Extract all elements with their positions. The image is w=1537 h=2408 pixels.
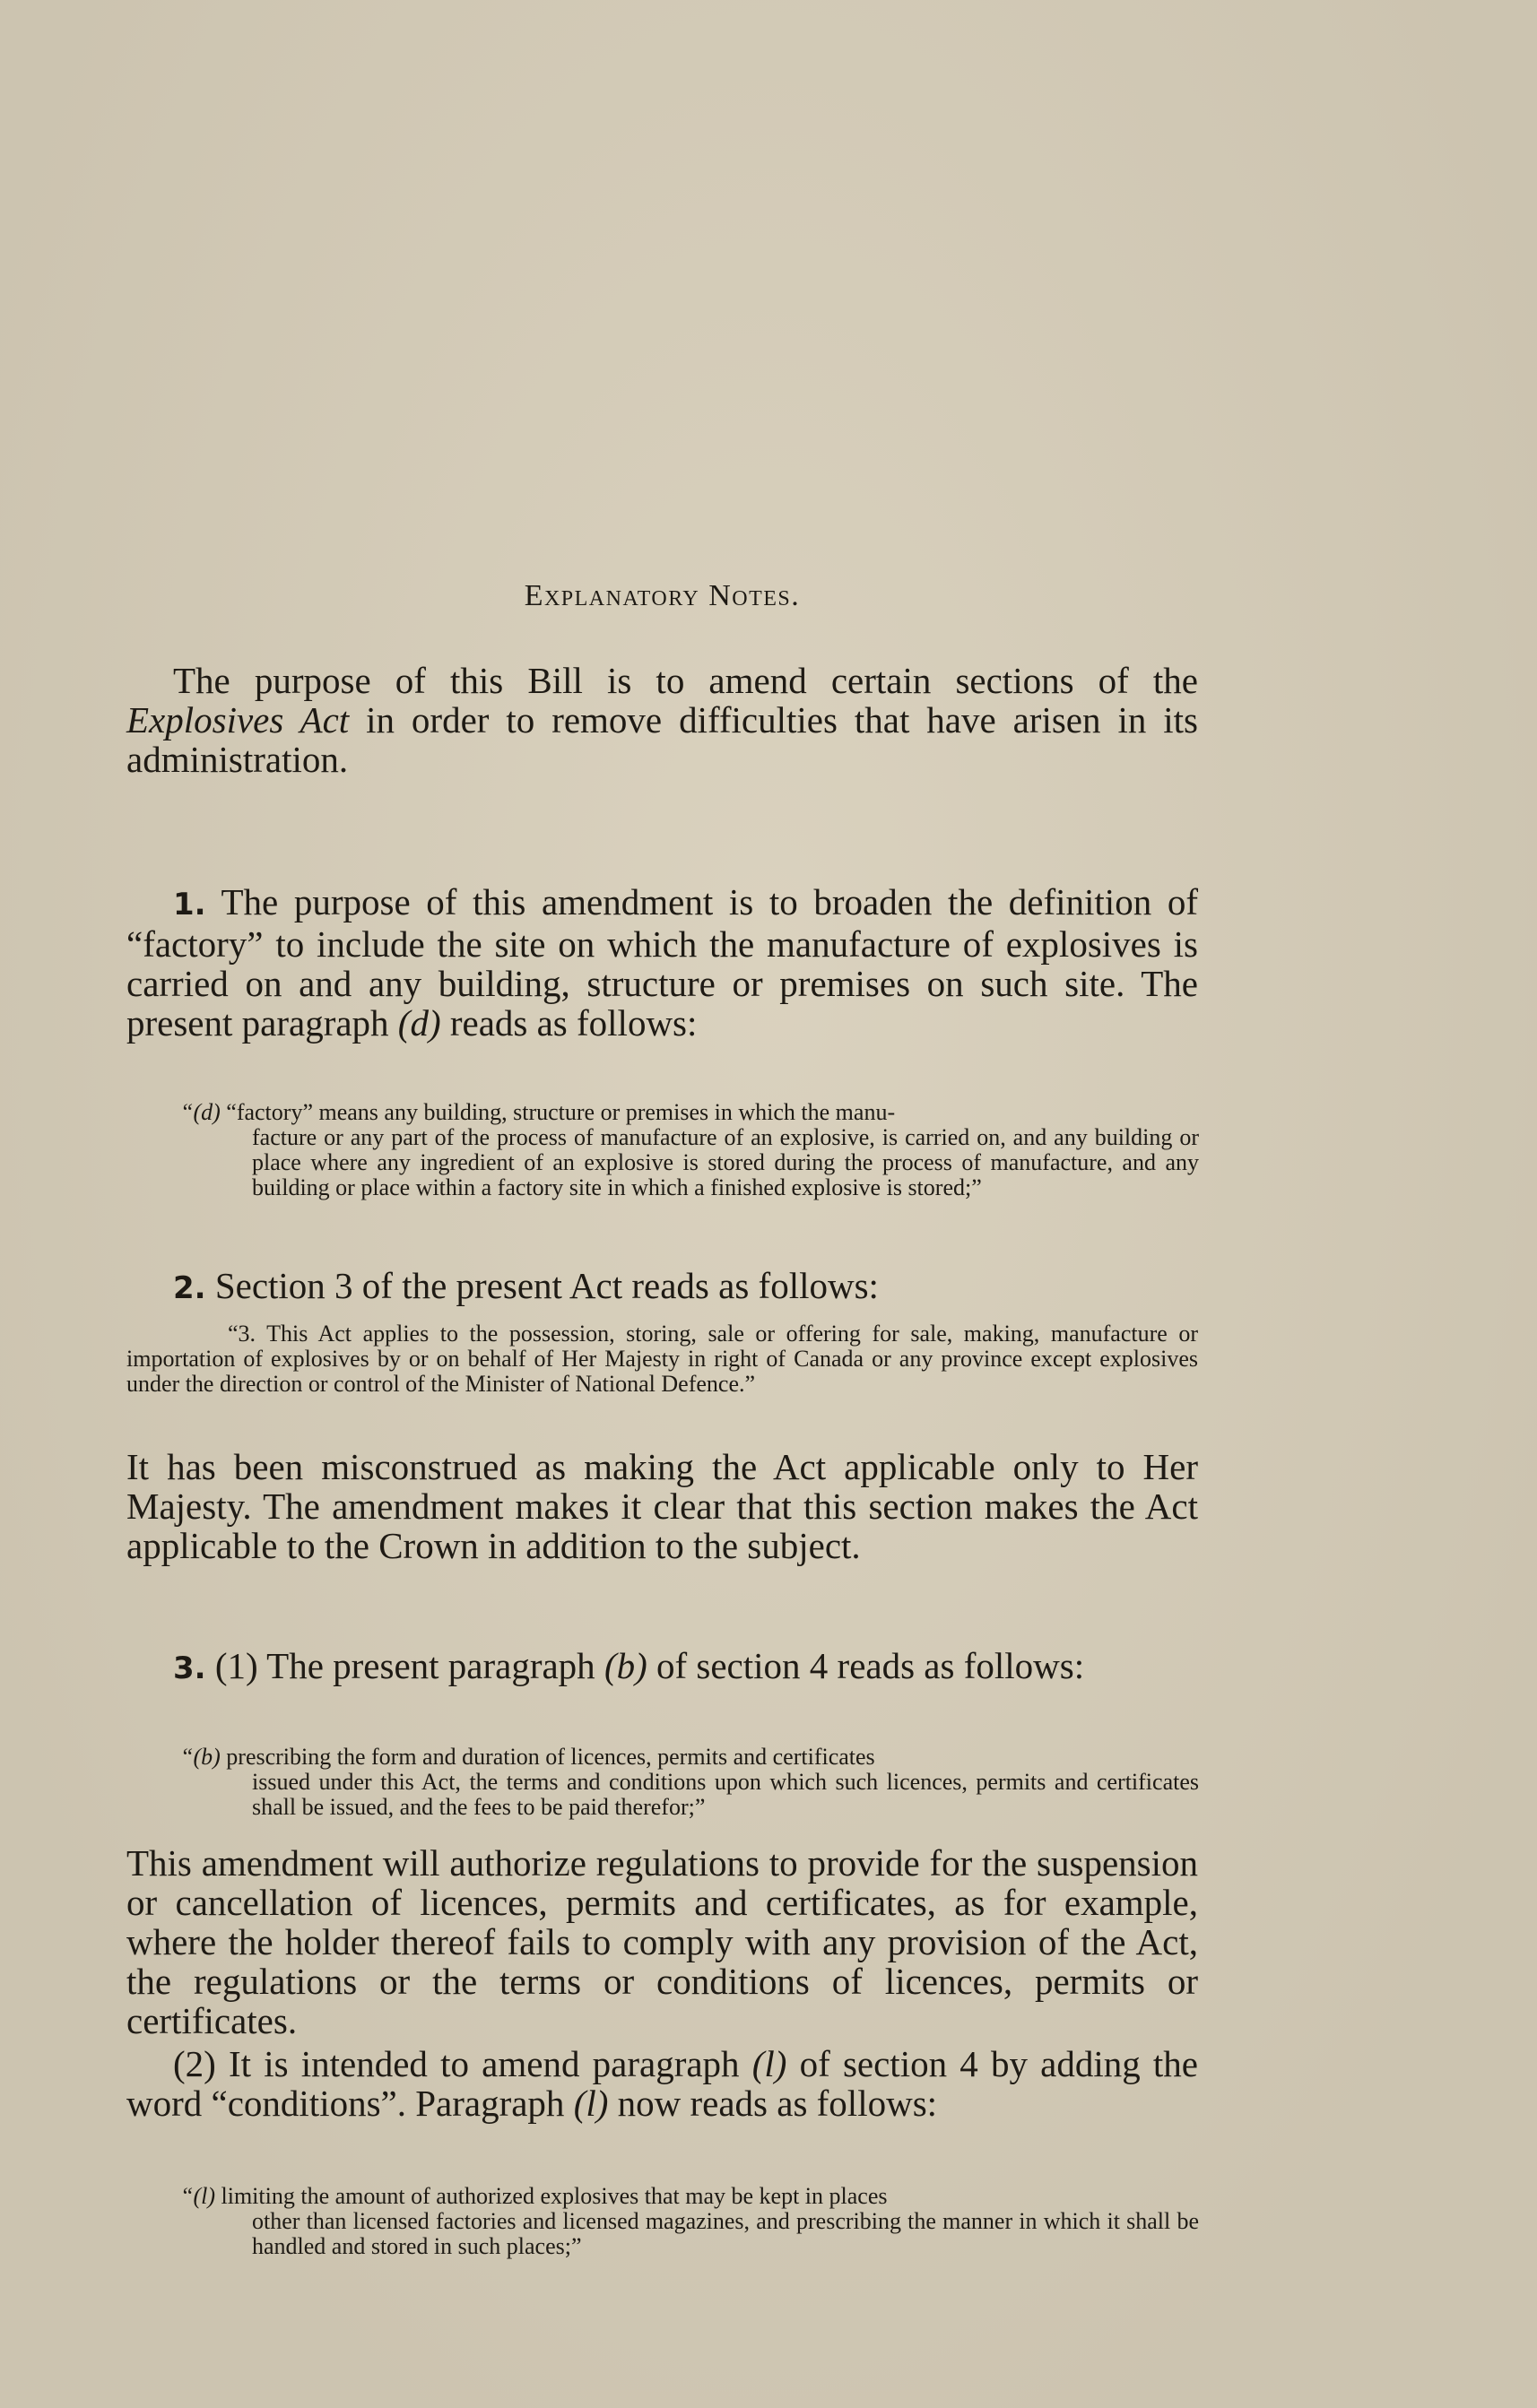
intro-paragraph: [126, 661, 1198, 779]
note-3-text-a: (1) The present paragraph: [205, 1645, 604, 1686]
note-3-quote-2: [180, 2184, 1199, 2259]
note-3-quote-2-label: “(l): [180, 2183, 215, 2209]
note-3-quote-label: “(b): [180, 1744, 221, 1770]
note-2-quote-text: “3. This Act applies to the possession, storing, sale or offering for sale, making, manufacture or importation of explosives by or on behalf of Her Majesty in right of Canada or any province except explosives under the direction or control of the Minister of National Defence.”: [126, 1321, 1198, 1397]
note-3-explanation: [126, 1843, 1198, 2040]
note-1-number: 1.: [173, 887, 206, 922]
intro-text-b: in order to remove difficulties that have arisen in its administration.: [126, 699, 1199, 780]
note-3-part2-ref-1: (l): [751, 2043, 787, 2084]
note-3-text-b: of section 4 reads as follows:: [647, 1645, 1085, 1686]
note-2-heading: [126, 1266, 1198, 1308]
note-3-part2-ref-2: (l): [573, 2083, 609, 2124]
note-3-part2-a: (2) It is intended to amend paragraph: [173, 2043, 752, 2084]
note-3-after: This amendment will authorize regulations to provide for the suspension or cancellation of licences, permits and certificates, as for example, where the holder thereof fails to comply with any provision of the Act, the regulations or the terms or conditions of licences, permits or certificates.: [126, 1842, 1198, 2041]
note-3-paragraph-ref: (b): [604, 1645, 647, 1686]
note-2-number: 2.: [173, 1270, 206, 1306]
note-1-quote-rest: facture or any part of the process of manufacture of an explosive, is carried on, and any building or place where any ingredient of an explosive is stored during the process of manufacture, and any building or place within a factory site in which a finished explosive is stored;”: [252, 1124, 1199, 1200]
note-2-quote: [126, 1321, 1198, 1397]
note-2-text: Section 3 of the present Act reads as follows:: [205, 1265, 879, 1306]
note-3-quote-first: prescribing the form and duration of licences, permits and certificates: [220, 1744, 875, 1770]
act-name: Explosives Act: [126, 699, 350, 741]
page-title: Explanatory Notes.: [524, 579, 801, 612]
note-1-paragraph-ref: (d): [397, 1002, 441, 1044]
note-3-quote-2-first: limiting the amount of authorized explosives that may be kept in places: [215, 2183, 888, 2209]
intro-text-a: The purpose of this Bill is to amend certain sections of the: [173, 660, 1198, 701]
note-1-text-b: reads as follows:: [440, 1002, 698, 1044]
note-2-explanation: [126, 1447, 1198, 1565]
note-3-part2-c: now reads as follows:: [608, 2083, 938, 2124]
note-3-quote-2-rest: other than licensed factories and licensed magazines, and prescribing the manner in which it shall be handled and stored in such places;”: [252, 2208, 1199, 2259]
note-1-quote-label: “(d): [180, 1099, 221, 1125]
note-2-after: It has been misconstrued as making the Act applicable only to Her Majesty. The amendment makes it clear that this section makes the Act applicable to the Crown in addition to the subject.: [126, 1446, 1198, 1566]
note-1-quote-first: “factory” means any building, structure or premises in which the manu-: [220, 1099, 896, 1125]
note-3-number: 3.: [173, 1650, 206, 1686]
note-3-part-2: [126, 2044, 1198, 2123]
note-3-quote: [180, 1745, 1199, 1820]
note-3-heading: [126, 1646, 1198, 1688]
note-1-quote: [180, 1100, 1199, 1200]
note-3-part2-b: of section 4 by adding the word “conditions”. Paragraph: [126, 2043, 1198, 2124]
note-3-quote-rest: issued under this Act, the terms and conditions upon which such licences, permits and certificates shall be issued, and the fees to be paid therefor;”: [252, 1769, 1199, 1820]
note-1-text-a: The purpose of this amendment is to broaden the definition of “factory” to include the site on which the manufacture of explosives is carried on and any building, structure or premises on such site. The present paragraph: [126, 881, 1198, 1044]
note-1-paragraph: [126, 882, 1198, 1043]
